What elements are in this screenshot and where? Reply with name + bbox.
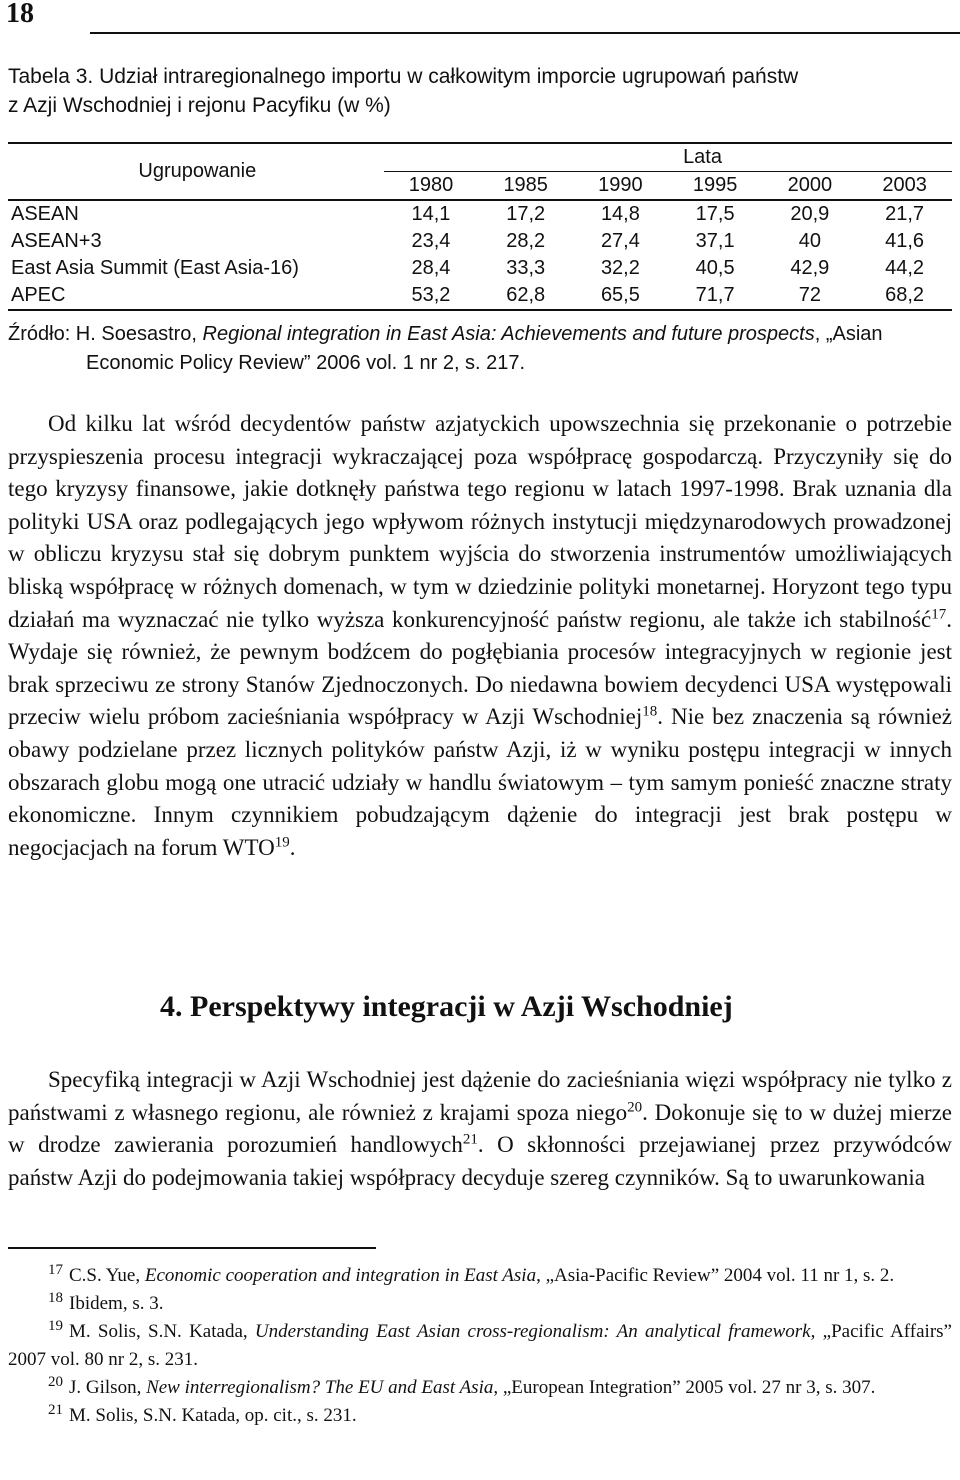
table-row (8, 200, 952, 228)
table-caption (8, 62, 908, 120)
table-cell: 14,1 (384, 200, 479, 228)
paragraph-text: Specyfiką integracji w Azji Wschodniej jest dążenie do zacieśniania więzi współpracy nie tylko z państwami z własnego regionu, ale również z krajami spoza niego (8, 1067, 952, 1125)
group-header: Lata (384, 143, 952, 172)
table-cell: 65,5 (573, 282, 668, 310)
page-number: 18 (6, 0, 34, 29)
footnote-ref[interactable]: 21 (462, 1131, 478, 1148)
paragraph-text: . Wydaje się również, że pewnym bodźcem do pogłębiania procesów integracyjnych w regionie jest brak sprzeciwu ze strony Stanów Zjednoczonych. Do niedawna bowiem decydenci USA występowali przeciw wielu próbom zacieśniania współpracy w Azji Wschodniej (8, 606, 952, 730)
table-cell: 28,4 (411, 257, 451, 279)
table-cell: 21,7 (857, 200, 952, 228)
footnote-title: New interregionalism? The EU and East Asia (146, 1377, 494, 1398)
source-rest: , „Asian (814, 323, 883, 345)
footnote-text: , „Pacific Affairs” 2007 vol. 80 nr 2, s. 231. (8, 1321, 952, 1370)
footnote-rule (8, 1247, 376, 1249)
table-cell: 23,4 (411, 230, 451, 252)
source-continuation: Economic Policy Review” 2006 vol. 1 nr 2, s. 217. (86, 352, 526, 374)
import-share-table (8, 142, 952, 311)
footnote-title: Understanding East Asian cross-regionalism: An analytical framework (254, 1321, 811, 1342)
table-cell: 71,7 (668, 282, 763, 310)
paragraph-text: Od kilku lat wśród decydentów państw azjatyckich upowszechnia się przekonanie o potrzebie przyspieszenia procesu integracji wykraczającej poza współpracę gospodarczą. Przyczyniły się do tego kryzysy finansowe, jakie dotknęły państwa tego regionu w latach 1997-1998. Brak uznania dla polityki USA oraz podlegających jego wpływom różnych instytucji międzynarodowych prowadzonej w obliczu kryzysu stał się dobrym punktem wyjścia do stworzenia instrumentów umożliwiających bliską współpracę w różnych domenach, w tym w dziedzinie polityki monetarnej. Horyzont tego typu działań ma wyznaczać nie tylko wyższa konkurencyjność państw regionu, ale także ich stabilność (8, 411, 952, 632)
row-header: Ugrupowanie (8, 143, 384, 200)
table-cell: 53,2 (384, 282, 479, 310)
year-header: 2000 (762, 172, 857, 201)
paragraph-text: . (289, 834, 296, 860)
table-cell: 14,8 (573, 200, 668, 228)
table-cell: 42,9 (790, 257, 830, 279)
table-cell: 33,3 (506, 257, 546, 279)
footnote-text: Ibidem, s. 3. (69, 1293, 164, 1314)
table-cell: 17,2 (478, 200, 573, 228)
table-source (8, 320, 952, 378)
paragraph-text: . Dokonuje się to w dużej mierze w drodze zawierania porozumień handlowych (8, 1099, 952, 1158)
body-paragraph (8, 1064, 952, 1194)
table-cell: 68,2 (857, 282, 952, 310)
table-cell: 40,5 (695, 257, 735, 279)
footnote-ref[interactable]: 17 (931, 605, 947, 622)
table-row (8, 255, 952, 282)
footnote-item (8, 1262, 952, 1290)
body-paragraph (8, 408, 952, 864)
table-row (8, 282, 952, 310)
footnote-ref[interactable]: 20 (627, 1098, 643, 1115)
footnote-item (8, 1290, 952, 1318)
year-header: 1990 (573, 172, 668, 201)
table-cell: 62,8 (478, 282, 573, 310)
footnote-ref[interactable]: 19 (274, 834, 290, 851)
footnote-ref[interactable]: 18 (642, 703, 658, 720)
table-cell: 32,2 (600, 257, 640, 279)
header-rule (90, 32, 960, 34)
table-cell: 28,2 (506, 230, 546, 252)
footnote-text: M. Solis, S.N. Katada, (69, 1321, 255, 1342)
footnote-item (8, 1402, 952, 1430)
table-caption-line: z Azji Wschodniej i rejonu Pacyfiku (w %) (8, 94, 391, 117)
table-cell: 27,4 (600, 230, 640, 252)
table-cell: 17,5 (668, 200, 763, 228)
year-header: 2003 (857, 172, 952, 201)
footnote-text: M. Solis, S.N. Katada, op. cit., s. 231. (69, 1405, 357, 1426)
footnote-item (8, 1318, 952, 1374)
table-cell: 41,6 (885, 230, 925, 252)
paragraph-text: . O skłonności przejawianej przez przywódców państw Azji do podejmowania takiej współpracy decyduje szereg czynników. Są to uwarunkowania (8, 1132, 952, 1190)
table-row (8, 228, 952, 255)
footnotes (8, 1262, 952, 1430)
table-cell: 40 (798, 230, 821, 252)
footnote-text: , „European Integration” 2005 vol. 27 nr 3, s. 307. (493, 1377, 876, 1398)
year-header: 1980 (384, 172, 479, 201)
footnote-title: Economic cooperation and integration in East Asia (144, 1265, 537, 1286)
row-label: East Asia Summit (East Asia-16) (11, 257, 299, 279)
table-cell: 37,1 (695, 230, 735, 252)
row-label: ASEAN (8, 200, 384, 228)
row-label: APEC (8, 282, 384, 310)
source-title: Regional integration in East Asia: Achievements and future prospects (202, 323, 815, 345)
footnote-number: 21 (48, 1401, 63, 1418)
footnote-text: C.S. Yue, (69, 1265, 145, 1286)
footnote-number: 17 (48, 1261, 63, 1278)
source-label: Źródło: H. Soesastro, (8, 323, 203, 345)
footnote-item (8, 1374, 952, 1402)
table-cell: 20,9 (762, 200, 857, 228)
footnote-number: 18 (48, 1289, 63, 1306)
footnote-text: , „Asia-Pacific Review” 2004 vol. 11 nr 1, s. 2. (536, 1265, 895, 1286)
footnote-text: J. Gilson, (69, 1377, 147, 1398)
paragraph-text: . Nie bez znaczenia są również obawy podzielane przez licznych polityków państw Azji, iż w wyniku postępu integracji w innych obszarach globu mogą one utracić udziały w handlu światowym – tym samym ponieść znaczne straty ekonomiczne. Innym czynnikiem pobudzającym dążenie do integracji jest brak postępu w negocjacjach na forum WTO (8, 704, 952, 860)
year-header: 1985 (478, 172, 573, 201)
row-label: ASEAN+3 (11, 230, 102, 252)
table-cell: 44,2 (885, 257, 925, 279)
table-cell: 72 (762, 282, 857, 310)
footnote-number: 19 (48, 1317, 63, 1334)
footnote-number: 20 (48, 1373, 63, 1390)
section-heading: 4. Perspektywy integracji w Azji Wschodniej (160, 990, 733, 1023)
year-header: 1995 (668, 172, 763, 201)
table-caption-line: Tabela 3. Udział intraregionalnego importu w całkowitym imporcie ugrupowań państw (8, 65, 799, 88)
